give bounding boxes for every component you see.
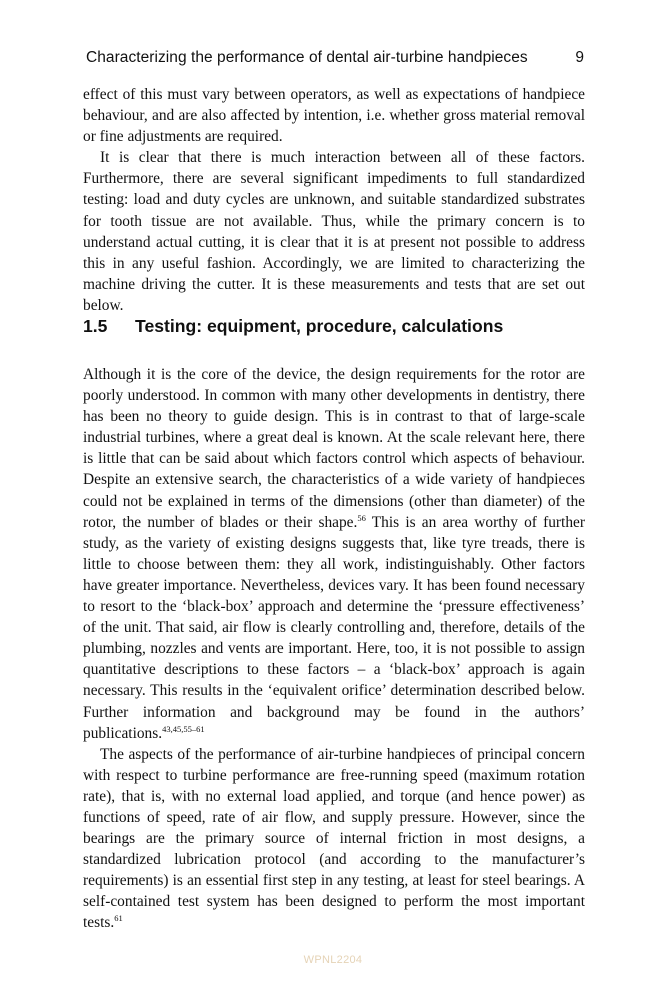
citation-ref: 43,45,55–61 [162,723,205,734]
citation-ref: 56 [357,512,366,523]
paragraph-text: This is an area worthy of further study, as the variety of existing designs suggests that, like tyre treads, there is little to choose between them: they all work, indistinguishably. Other factors have greater importance. Nevertheless, devices vary. It has been found necessary to resort to the ‘black-box’ approach and determine the ‘pressure effectiveness’ of the unit. That said, air flow is clearly controlling and, therefore, details of the plumbing, nozzles and vents are important. Here, too, it is not possible to assign quantitative descriptions to these factors – a ‘black-box’ approach is again necessary. This results in the ‘equivalent orifice’ determination described below. Further information and background may be found in the authors’ publications. [83,513,585,742]
paragraph-text: The aspects of the performance of air-turbine handpieces of principal concern with respect to turbine performance are free-running speed (maximum rotation rate), that is, with no external load applied, and torque (and hence power) as functions of speed, rate of air flow, and supply pressure. However, since the bearings are the primary source of internal friction in most designs, a standardized lubrication protocol (and according to the manufacturer’s requirements) is an essential first step in any testing, at least for steel bearings. A self-contained test system has been designed to perform the most important tests. [83,745,585,932]
section-title: Testing: equipment, procedure, calculations [135,316,504,336]
paragraph: It is clear that there is much interaction between all of these factors. Furthermore, there are several significant impediments to full standardized testing: load and duty cycles are unknown, and suitable standardized substrates for tooth tissue are not available. Thus, while the primary concern is to understand actual cutting, it is clear that it is at present not possible to address this in any useful fashion. Accordingly, we are limited to characterizing the machine driving the cutter. It is these measurements and tests that are set out below. [83,149,585,314]
section-body-text [83,364,585,934]
body-text-before-section [83,84,585,316]
citation-ref: 61 [114,913,123,924]
watermark: WPNL2204 [303,954,363,966]
running-head [86,49,584,71]
section-number: 1.5 [83,316,108,336]
paragraph: effect of this must vary between operators, as well as expectations of handpiece behaviour, and are also affected by intention, i.e. whether gross material removal or fine adjustments are required. [83,86,585,146]
running-head-title: Characterizing the performance of dental air-turbine handpieces [86,49,528,66]
paragraph [83,744,585,934]
paragraph [83,364,585,744]
paragraph-text: Although it is the core of the device, the design requirements for the rotor are poorly understood. In common with many other developments in dentistry, there has been no theory to guide design. This is in contrast to that of large-scale industrial turbines, where a great deal is known. At the scale relevant here, there is little that can be said about which factors control which aspects of behaviour. Despite an extensive search, the characteristics of a wide variety of handpieces could not be explained in terms of the dimensions (other than diameter) of the rotor, the number of blades or their shape. [83,366,585,531]
section-heading [83,316,585,337]
page-number: 9 [575,49,584,66]
